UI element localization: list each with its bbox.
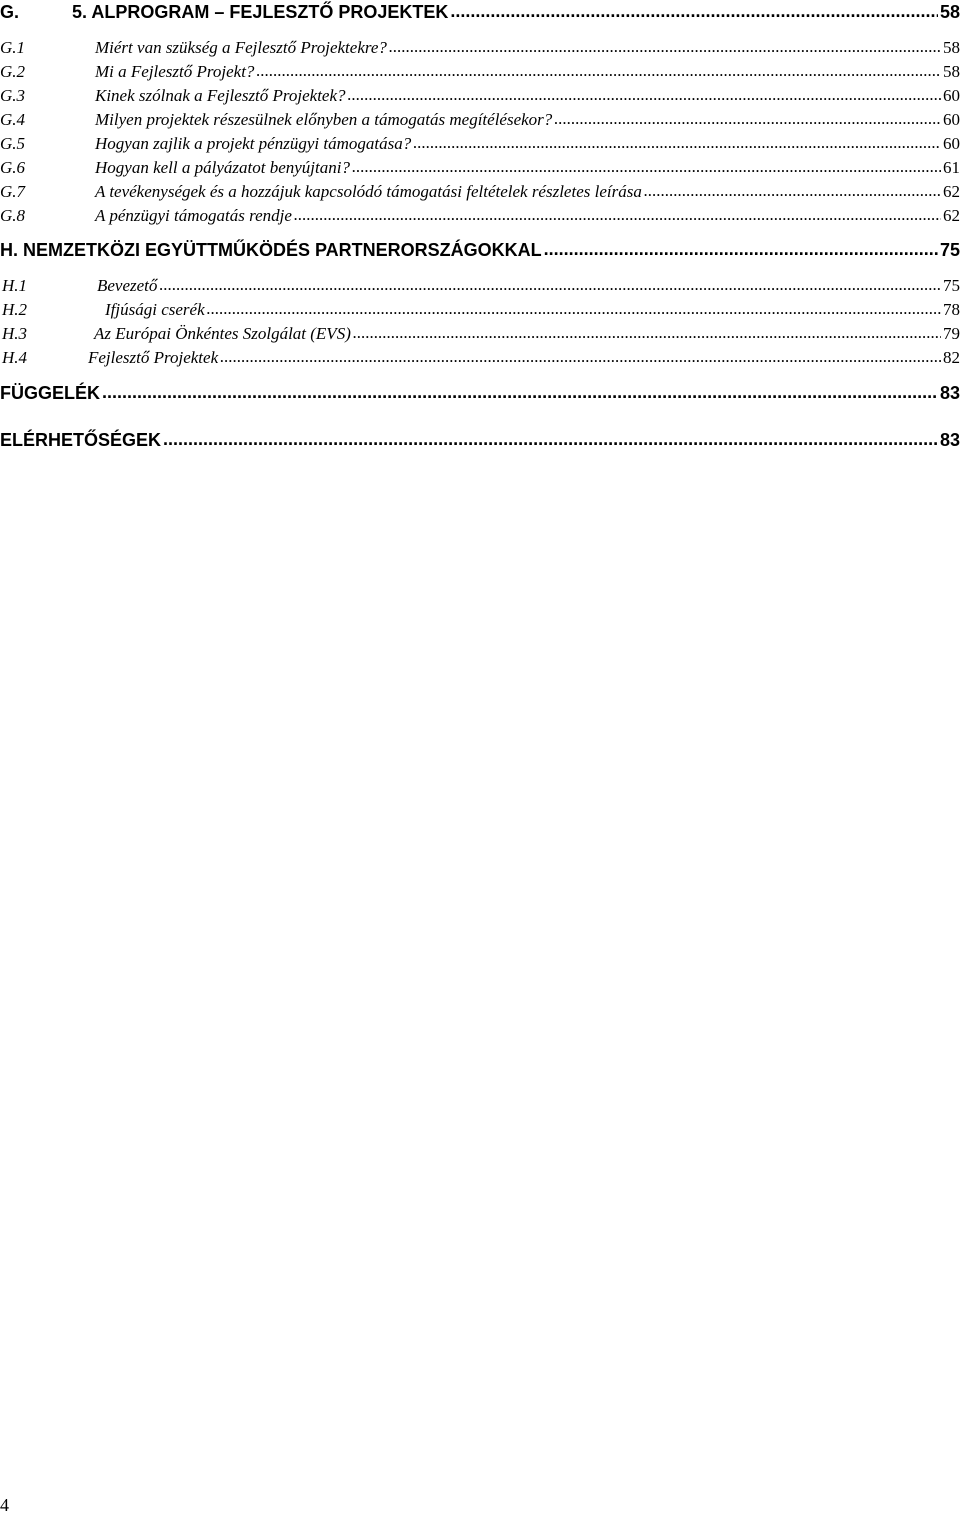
toc-entry-title: Hogyan zajlik a projekt pénzügyi támogatása?: [95, 134, 412, 153]
toc-entry-g5[interactable]: [0, 134, 960, 154]
toc-entry-title: Milyen projektek részesülnek előnyben a támogatás megítélésekor?: [95, 110, 553, 129]
toc-entry-page: 62: [943, 206, 960, 225]
toc-entry-title: Az Európai Önkéntes Szolgálat (EVS): [94, 324, 351, 343]
toc-entry-title: A pénzügyi támogatás rendje: [95, 206, 292, 225]
toc-entry-number: H.4: [2, 348, 28, 367]
dot-leader: [644, 181, 941, 198]
toc-entry-g2[interactable]: [0, 62, 960, 82]
toc-entry-number: G.1: [0, 38, 26, 57]
toc-entry-title: FÜGGELÉK: [0, 383, 101, 403]
toc-entry-page: 62: [943, 182, 960, 201]
toc-entry-number: H.3: [2, 324, 28, 343]
toc-entry-page: 78: [943, 300, 960, 319]
toc-entry-contacts[interactable]: [0, 430, 960, 451]
toc-entry-number: G.6: [0, 158, 26, 177]
toc-entry-page: 79: [943, 324, 960, 343]
toc-entry-page: 83: [939, 430, 960, 450]
toc-entry-page: 60: [943, 86, 960, 105]
dot-leader: [389, 37, 941, 54]
toc-entry-title: Hogyan kell a pályázatot benyújtani?: [95, 158, 350, 177]
toc-entry-number: G.4: [0, 110, 26, 129]
toc-entry-g7[interactable]: [0, 182, 960, 202]
toc-entry-number: G.5: [0, 134, 26, 153]
toc-entry-h3[interactable]: [0, 324, 960, 344]
dot-leader: [294, 205, 941, 222]
toc-entry-page: 60: [943, 134, 960, 153]
toc-entry-title: Mi a Fejlesztő Projekt?: [95, 62, 255, 81]
toc-entry-g1[interactable]: [0, 38, 960, 58]
toc-entry-page: 82: [943, 348, 960, 367]
toc-entry-number: G.2: [0, 62, 26, 81]
toc-entry-h[interactable]: [0, 240, 960, 261]
toc-entry-title: ELÉRHETŐSÉGEK: [0, 430, 162, 450]
dot-leader: [159, 275, 941, 292]
toc-entry-page: 58: [943, 38, 960, 57]
toc-entry-number: G.7: [0, 182, 26, 201]
page-number: 4: [0, 1495, 9, 1515]
toc-entry-page: 75: [943, 276, 960, 295]
toc-entry-number: G.8: [0, 206, 26, 225]
toc-entry-title: 5. ALPROGRAM – FEJLESZTŐ PROJEKTEK: [72, 2, 449, 22]
dot-leader: [256, 61, 941, 78]
toc-entry-page: 58: [939, 2, 960, 22]
toc-entry-page: 58: [943, 62, 960, 81]
toc-entry-number: G.3: [0, 86, 26, 105]
toc-entry-g6[interactable]: [0, 158, 960, 178]
dot-leader: [220, 347, 941, 364]
toc-entry-number: H.1: [2, 276, 28, 295]
toc-entry-title: Kinek szólnak a Fejlesztő Projektek?: [95, 86, 346, 105]
toc-entry-title: Fejlesztő Projektek: [88, 348, 219, 367]
dot-leader: [413, 133, 941, 150]
toc-entry-page: 60: [943, 110, 960, 129]
toc-entry-title: Bevezető: [97, 276, 158, 295]
dot-leader: [102, 382, 938, 400]
dot-leader: [163, 429, 938, 447]
dot-leader: [353, 323, 941, 340]
toc-entry-h4[interactable]: [0, 348, 960, 368]
toc-entry-g3[interactable]: [0, 86, 960, 106]
dot-leader: [348, 85, 941, 102]
toc-entry-title: Miért van szükség a Fejlesztő Projektekre?: [95, 38, 387, 57]
toc-entry-appendix[interactable]: [0, 383, 960, 404]
toc-entry-h2[interactable]: [0, 300, 960, 320]
toc-entry-number: H.2: [2, 300, 28, 319]
toc-entry-page: 75: [939, 240, 960, 260]
toc-entry-g4[interactable]: [0, 110, 960, 130]
toc-entry-title: H. NEMZETKÖZI EGYÜTTMŰKÖDÉS PARTNERORSZÁGOKKAL: [0, 240, 542, 260]
toc-entry-title: Ifjúsági cserék: [105, 300, 205, 319]
toc-entry-g[interactable]: [0, 2, 960, 23]
dot-leader: [352, 157, 941, 174]
toc-entry-page: 83: [939, 383, 960, 403]
dot-leader: [207, 299, 941, 316]
toc-entry-h1[interactable]: [0, 276, 960, 296]
toc-entry-number: G.: [0, 2, 20, 22]
toc-entry-g8[interactable]: [0, 206, 960, 226]
toc-entry-title: A tevékenységek és a hozzájuk kapcsolódó támogatási feltételek részletes leírása: [95, 182, 642, 201]
toc-entry-page: 61: [943, 158, 960, 177]
dot-leader: [544, 239, 938, 257]
dot-leader: [450, 1, 938, 19]
dot-leader: [554, 109, 941, 126]
